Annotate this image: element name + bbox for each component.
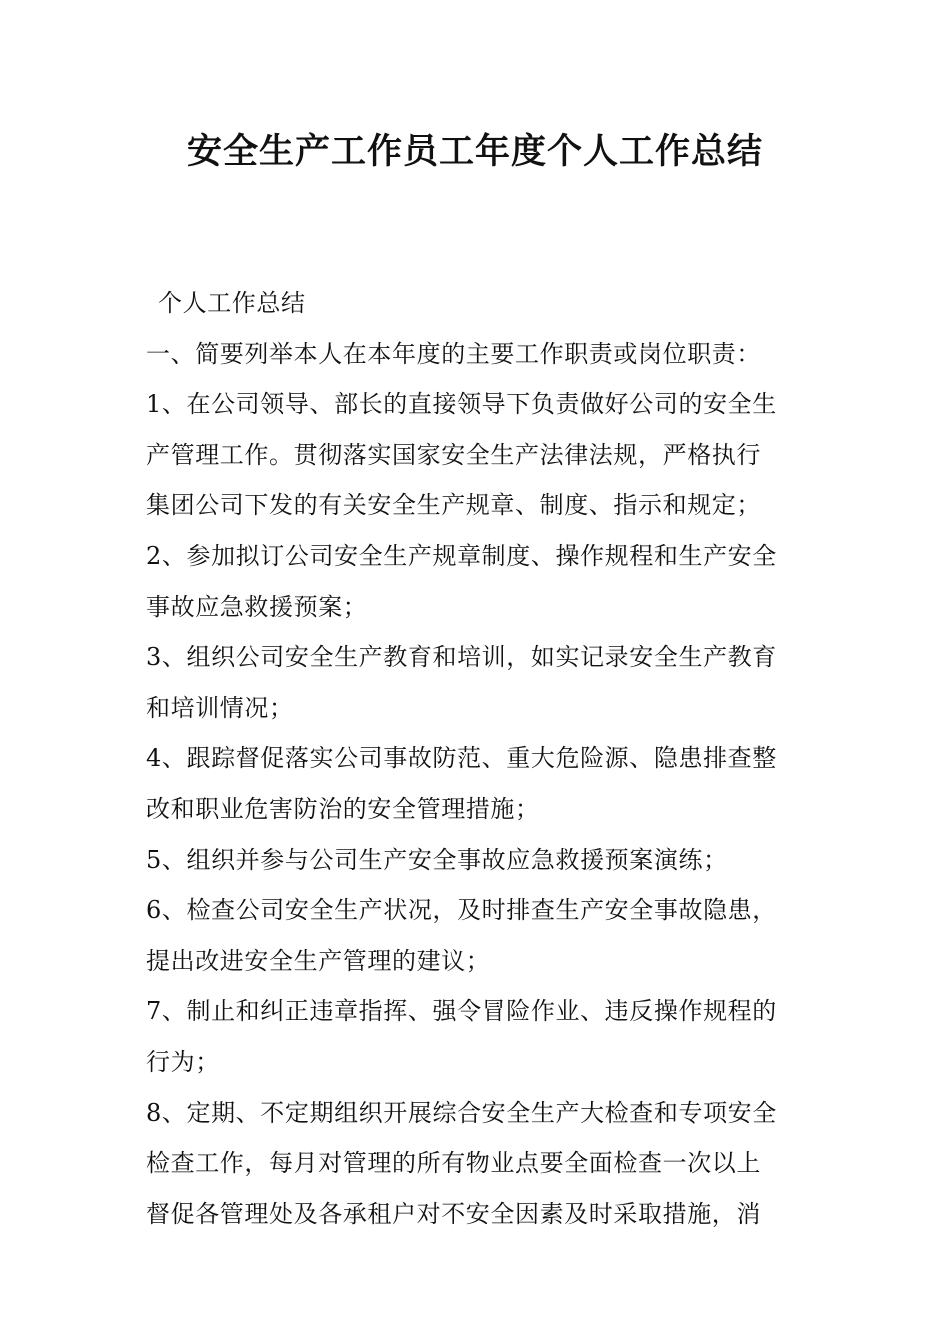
paragraph-line: 6、检查公司安全生产状况，及时排查生产安全事故隐患， [146,896,777,925]
paragraph-line: 事故应急救援预案； [146,592,368,621]
paragraph-line: 和培训情况； [146,693,294,722]
paragraph-line: 检查工作，每月对管理的所有物业点要全面检查一次以上 [146,1149,761,1178]
paragraph-line: 4、跟踪督促落实公司事故防范、重大危险源、隐患排查整 [146,744,777,773]
paragraph-line: 行为； [146,1047,220,1076]
section-heading: 个人工作总结 [158,289,306,317]
paragraph-line: 提出改进安全生产管理的建议； [146,946,491,975]
paragraph-line: 2、参加拟订公司安全生产规章制度、操作规程和生产安全 [146,541,777,570]
paragraph-line: 3、组织公司安全生产教育和培训，如实记录安全生产教育 [146,643,777,672]
paragraph-line: 1、在公司领导、部长的直接领导下负责做好公司的安全生 [146,390,777,419]
paragraph-line: 改和职业危害防治的安全管理措施； [146,794,540,823]
paragraph-line: 一、简要列举本人在本年度的主要工作职责或岗位职责： [146,339,761,368]
paragraph-line: 8、定期、不定期组织开展综合安全生产大检查和专项安全 [146,1098,777,1127]
paragraph-line: 集团公司下发的有关安全生产规章、制度、指示和规定； [146,491,761,520]
paragraph-line: 7、制止和纠正违章指挥、强令冒险作业、违反操作规程的 [146,997,777,1026]
document-title: 安全生产工作员工年度个人工作总结 [186,131,763,172]
paragraph-line: 5、组织并参与公司生产安全事故应急救援预案演练； [146,845,728,874]
paragraph-line: 督促各管理处及各承租户对不安全因素及时采取措施，消 [146,1199,761,1228]
document-body [146,278,826,1239]
paragraph-line: 产管理工作。贯彻落实国家安全生产法律法规，严格执行 [146,440,761,469]
